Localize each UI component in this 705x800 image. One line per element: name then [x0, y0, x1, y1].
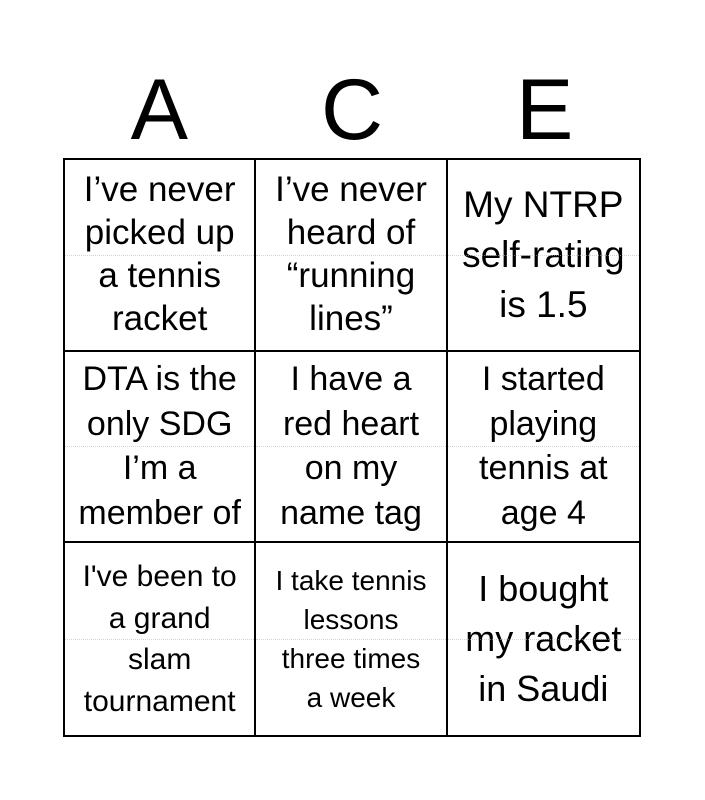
- cell-watermark: [256, 639, 445, 640]
- bingo-cell-text: I've been to a grand slam tournament: [82, 560, 237, 718]
- bingo-cell-text: I take tennis lessons three times a week: [275, 564, 427, 714]
- bingo-cell-text: I have a red heart on my name tag: [280, 359, 422, 533]
- bingo-cell-text: I’ve never picked up a tennis racket: [83, 170, 236, 338]
- cell-watermark: [448, 255, 639, 256]
- cell-watermark: [256, 446, 445, 447]
- bingo-cell-r3c3[interactable]: [448, 543, 639, 735]
- cell-watermark: [448, 639, 639, 640]
- bingo-cell-text: My NTRP self-rating is 1.5: [462, 183, 625, 325]
- cell-watermark: [256, 255, 445, 256]
- bingo-cell-r1c3[interactable]: [448, 160, 639, 352]
- bingo-cell-r1c2[interactable]: [256, 160, 447, 352]
- bingo-cell-r2c2[interactable]: [256, 352, 447, 544]
- bingo-cell-text: I bought my racket in Saudi: [465, 567, 622, 710]
- header-letter-c: C: [320, 62, 384, 158]
- bingo-cell-text: DTA is the only SDG I’m a member of: [78, 359, 241, 533]
- header-letter-e: E: [515, 62, 574, 158]
- bingo-cell-r2c1[interactable]: [65, 352, 256, 544]
- bingo-cell-text: I started playing tennis at age 4: [479, 359, 608, 533]
- header-letter-a: A: [130, 62, 189, 158]
- bingo-cell-r1c1[interactable]: [65, 160, 256, 352]
- bingo-card-grid: [63, 158, 641, 737]
- bingo-cell-r3c1[interactable]: [65, 543, 256, 735]
- cell-watermark: [65, 255, 254, 256]
- bingo-cell-text: I’ve never heard of “running lines”: [275, 170, 427, 338]
- cell-watermark: [65, 639, 254, 640]
- cell-watermark: [448, 446, 639, 447]
- bingo-header: [63, 62, 641, 158]
- cell-watermark: [65, 446, 254, 447]
- bingo-cell-r2c3[interactable]: [448, 352, 639, 544]
- bingo-cell-r3c2[interactable]: [256, 543, 447, 735]
